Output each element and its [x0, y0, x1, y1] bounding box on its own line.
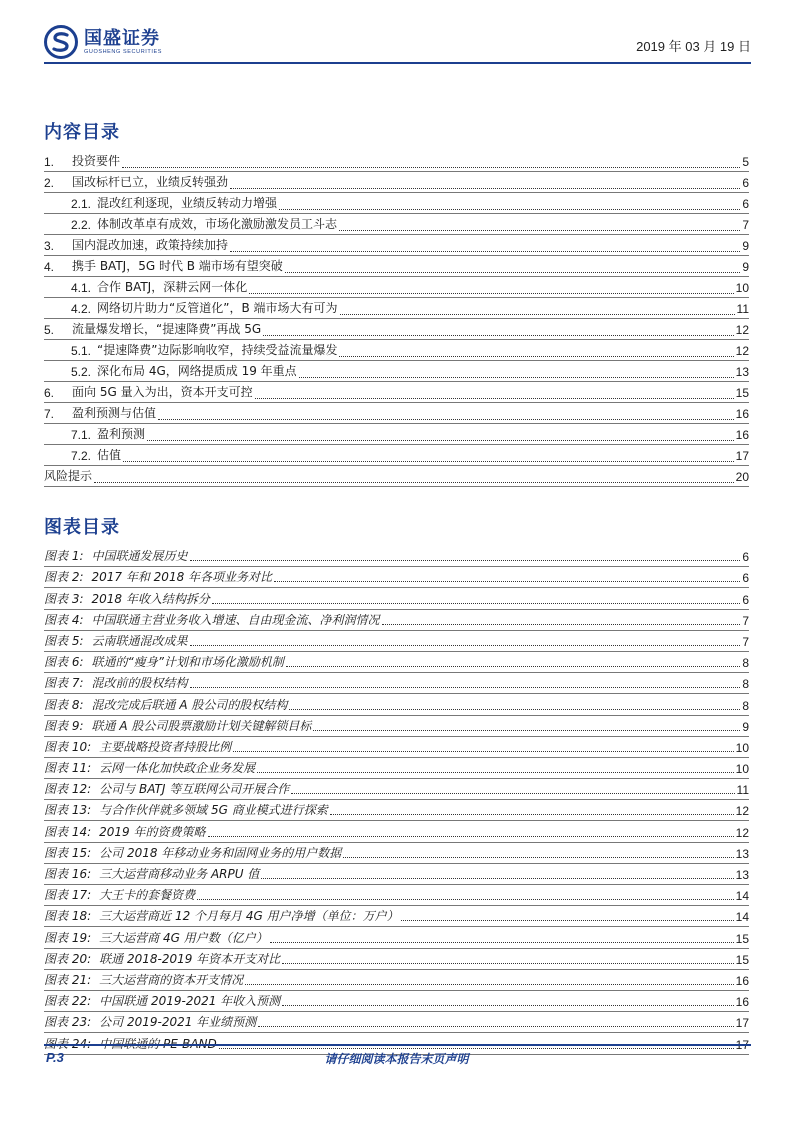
- figure-entry-label: 图表 12:: [44, 782, 92, 797]
- logo-english-name: GUOSHENG SECURITIES: [84, 48, 163, 55]
- figure-entry-label: 图表 20:: [44, 951, 92, 966]
- figure-entry[interactable]: [44, 906, 749, 927]
- figure-entry-label: 图表 13:: [44, 803, 92, 818]
- toc-entry-number: 4.2.: [71, 302, 92, 316]
- toc-entry-text: 盈利预测与估值: [72, 406, 157, 420]
- figure-entry-page: 13: [735, 846, 749, 861]
- figure-entry[interactable]: [44, 758, 749, 779]
- toc-entry-page: 7: [742, 218, 749, 232]
- figure-entry-label: 图表 19:: [44, 930, 92, 945]
- toc-entry-number: 5.2.: [71, 365, 92, 379]
- dot-leader: [190, 560, 741, 561]
- figure-entry-label: 图表 24:: [44, 1036, 92, 1051]
- dot-leader: [261, 878, 733, 879]
- toc-entry-number: 3.: [44, 239, 55, 253]
- figure-entry[interactable]: [44, 927, 749, 948]
- figure-entry-text: 公司与 BATJ 等互联网公司开展合作: [99, 782, 290, 797]
- toc-entry-page: 6: [742, 176, 749, 190]
- page-number: P.3: [46, 1050, 64, 1065]
- toc-entry[interactable]: [44, 424, 749, 445]
- figure-entry-label: 图表 21:: [44, 972, 92, 987]
- figure-entry-page: 8: [742, 656, 749, 671]
- figure-entry-page: 7: [742, 634, 749, 649]
- report-date: 2019 年 03 月 19 日: [636, 39, 751, 54]
- toc-entry-page: 16: [735, 428, 749, 442]
- figure-entry-page: 16: [735, 973, 749, 988]
- toc-entry-page: 9: [742, 239, 749, 253]
- dot-leader: [190, 645, 741, 646]
- toc-entry-number: 1.: [44, 155, 55, 169]
- figure-entry-label: 图表 7:: [44, 676, 84, 691]
- figure-entry-text: 中国联通的 PE-BAND: [99, 1036, 217, 1051]
- figure-entry[interactable]: [44, 864, 749, 885]
- dot-leader: [190, 687, 741, 688]
- figure-entry-label: 图表 23:: [44, 1015, 92, 1030]
- figure-entry-page: 12: [735, 804, 749, 819]
- figure-entry-page: 6: [742, 550, 749, 565]
- toc-entry-text: 面向 5G 量入为出，资本开支可控: [72, 385, 253, 399]
- toc-list: [44, 151, 749, 487]
- toc-entry-page: 17: [735, 449, 749, 463]
- figure-entry-label: 图表 18:: [44, 909, 92, 924]
- dot-leader: [219, 1048, 734, 1049]
- figure-entry[interactable]: [44, 970, 749, 991]
- figure-entry-label: 图表 17:: [44, 888, 92, 903]
- figure-entry-text: 2017 年和 2018 年各项业务对比: [91, 570, 273, 585]
- figure-entry-page: 12: [735, 825, 749, 840]
- toc-entry-text: 国改标杆已立，业绩反转强劲: [72, 175, 229, 189]
- disclaimer-note: 请仔细阅读本报告末页声明: [324, 1052, 469, 1066]
- figure-entry-text: 公司 2018 年移动业务和固网业务的用户数据: [99, 845, 342, 860]
- figure-entry-page: 10: [735, 740, 749, 755]
- dot-leader: [313, 730, 740, 731]
- figure-entry-page: 7: [742, 613, 749, 628]
- dot-leader: [282, 1005, 733, 1006]
- toc-entry[interactable]: [44, 277, 749, 298]
- dot-leader: [382, 624, 741, 625]
- figure-entry[interactable]: [44, 949, 749, 970]
- figure-entry[interactable]: [44, 567, 749, 588]
- page-header: [44, 24, 751, 60]
- toc-entry-page: 5: [742, 155, 749, 169]
- guosheng-logo-icon: [44, 25, 78, 59]
- toc-entry[interactable]: [44, 340, 749, 361]
- dot-leader: [255, 396, 734, 399]
- toc-entry-page: 10: [735, 281, 749, 295]
- dot-leader: [212, 603, 740, 604]
- figure-entry[interactable]: [44, 779, 749, 800]
- dot-leader: [270, 942, 734, 943]
- toc-entry-page: 13: [735, 365, 749, 379]
- toc-entry-page: 11: [736, 302, 749, 316]
- toc-entry[interactable]: [44, 403, 749, 424]
- figure-entry-label: 图表 5:: [44, 633, 84, 648]
- toc-entry[interactable]: [44, 445, 749, 466]
- toc-entry-text: 投资要件: [72, 154, 121, 168]
- figure-entry-text: 联通的“瘦身”计划和市场化激励机制: [91, 655, 284, 670]
- dot-leader: [279, 207, 740, 210]
- figure-entry-text: 大王卡的套餐资费: [99, 888, 196, 903]
- dot-leader: [147, 438, 734, 441]
- figure-entry[interactable]: [44, 716, 749, 737]
- toc-entry-text: 估值: [97, 448, 122, 462]
- dot-leader: [286, 666, 740, 667]
- figure-entry[interactable]: [44, 800, 749, 821]
- dot-leader: [401, 920, 734, 921]
- toc-entry[interactable]: [44, 151, 749, 172]
- dot-leader: [122, 165, 740, 168]
- figure-entry[interactable]: [44, 631, 749, 652]
- figure-entry-text: 云南联通混改成果: [91, 633, 188, 648]
- dot-leader: [230, 249, 740, 252]
- dot-leader: [208, 836, 734, 837]
- figure-entry-text: 云网一体化加快政企业务发展: [99, 761, 256, 776]
- figure-entry[interactable]: [44, 737, 749, 758]
- figure-entry-page: 13: [735, 868, 749, 882]
- toc-entry-page: 15: [735, 386, 749, 400]
- toc-entry-number: 6.: [44, 386, 55, 400]
- toc-entry[interactable]: [44, 193, 749, 214]
- figure-entry[interactable]: [44, 546, 749, 567]
- toc-entry[interactable]: [44, 319, 749, 340]
- company-logo: [44, 24, 162, 60]
- header-divider: [44, 62, 751, 64]
- toc-entry[interactable]: [44, 298, 749, 319]
- figure-entry-page: 8: [742, 677, 749, 692]
- figure-entry[interactable]: [44, 588, 749, 609]
- figure-entry-text: 公司 2019-2021 年业绩预测: [99, 1015, 257, 1030]
- dot-leader: [123, 459, 734, 462]
- figure-entry-text: 中国联通发展历史: [91, 549, 188, 564]
- toc-entry[interactable]: [44, 172, 749, 193]
- figure-entry-label: 图表 10:: [44, 739, 92, 754]
- figure-entry-label: 图表 14:: [44, 824, 92, 839]
- toc-entry-text: 网络切片助力“反管道化”，B 端市场大有可为: [97, 301, 338, 315]
- figure-entry-label: 图表 9:: [44, 718, 84, 733]
- figure-entry-page: 17: [735, 1016, 749, 1031]
- toc-entry-text: 流量爆发增长，“提速降费”再战 5G: [72, 322, 262, 336]
- figure-entry[interactable]: [44, 610, 749, 631]
- figure-entry-text: 2019 年的资费策略: [99, 824, 206, 839]
- dot-leader: [289, 709, 740, 710]
- figure-entry-page: 9: [742, 719, 749, 734]
- figure-entry-page: 17: [735, 1037, 749, 1052]
- figure-entry-text: 混改完成后联通 A 股公司的股权结构: [91, 697, 288, 712]
- figure-entry[interactable]: [44, 821, 749, 842]
- footer-divider: [44, 1044, 751, 1046]
- toc-entry-text: 混改红利逐现，业绩反转动力增强: [97, 196, 278, 210]
- figure-entry-text: 联通 2018-2019 年资本开支对比: [99, 951, 281, 966]
- toc-entry-number: 2.2.: [71, 218, 92, 232]
- figure-entry-text: 联通 A 股公司股票激励计划关键解锁目标: [91, 718, 312, 733]
- dot-leader: [330, 814, 734, 815]
- toc-entry-text: 盈利预测: [97, 427, 146, 441]
- figure-entry[interactable]: [44, 1012, 749, 1033]
- toc-entry-number: 2.: [44, 176, 55, 190]
- toc-entry[interactable]: [44, 361, 749, 382]
- dot-leader: [285, 270, 741, 273]
- toc-entry-text: 深化布局 4G，网络提质成 19 年重点: [97, 364, 297, 378]
- figure-entry[interactable]: [44, 673, 749, 694]
- figures-title: 图表目录: [44, 517, 120, 538]
- figure-entry-text: 中国联通主营业务收入增速、自由现金流、净利润情况: [91, 612, 380, 627]
- dot-leader: [94, 480, 734, 483]
- toc-entry-number: 5.1.: [71, 344, 92, 358]
- figure-entry-page: 6: [742, 592, 749, 607]
- figure-entry-label: 图表 6:: [44, 655, 84, 670]
- toc-entry-number: 7.2.: [71, 449, 92, 463]
- figure-entry-text: 三大运营商 4G 用户数（亿户）: [99, 930, 268, 945]
- figure-entry-label: 图表 16:: [44, 867, 92, 881]
- figure-entry-label: 图表 2:: [44, 570, 84, 585]
- toc-entry-page: 12: [735, 323, 749, 337]
- dot-leader: [274, 581, 740, 582]
- figure-entry[interactable]: [44, 843, 749, 864]
- figure-entry[interactable]: [44, 694, 749, 715]
- figure-entry-label: 图表 4:: [44, 612, 84, 627]
- dot-leader: [282, 963, 733, 964]
- figure-entry[interactable]: [44, 652, 749, 673]
- dot-leader: [257, 772, 733, 773]
- toc-entry-number: 4.: [44, 260, 55, 274]
- toc-entry-number: 7.: [44, 407, 55, 421]
- toc-entry-number: 2.1.: [71, 197, 92, 211]
- dot-leader: [263, 333, 733, 336]
- toc-entry-text: 合作 BATJ，深耕云网一体化: [97, 280, 248, 294]
- figure-entry-text: 三大运营商的资本开支情况: [99, 972, 244, 987]
- dot-leader: [339, 228, 740, 231]
- dot-leader: [230, 186, 740, 189]
- figure-entry-page: 15: [735, 952, 749, 967]
- dot-leader: [339, 354, 733, 357]
- toc-entry-page: 12: [735, 344, 749, 358]
- figure-entry-page: 11: [736, 783, 749, 798]
- figure-entry-text: 混改前的股权结构: [91, 676, 188, 691]
- dot-leader: [340, 312, 735, 315]
- toc-entry-number: 7.1.: [71, 428, 92, 442]
- toc-entry-text: “提速降费”边际影响收窄，持续受益流量爆发: [97, 343, 338, 357]
- figures-list: [44, 546, 749, 1055]
- toc-entry[interactable]: [44, 214, 749, 235]
- dot-leader: [299, 375, 734, 378]
- toc-entry[interactable]: [44, 235, 749, 256]
- figure-entry-page: 8: [742, 698, 749, 713]
- toc-entry-number: 5.: [44, 323, 55, 337]
- figure-entry-label: 图表 11:: [44, 761, 92, 776]
- toc-entry-text: 国内混改加速，政策持续加持: [72, 238, 229, 252]
- dot-leader: [343, 857, 733, 858]
- figure-entry-text: 三大运营商移动业务 ARPU 值: [99, 867, 260, 881]
- toc-entry-page: 16: [735, 407, 749, 421]
- toc-entry-text: 风险提示: [44, 469, 93, 483]
- figure-entry-text: 中国联通 2019-2021 年收入预测: [99, 994, 281, 1009]
- figure-entry[interactable]: [44, 885, 749, 906]
- figure-entry-page: 16: [735, 995, 749, 1010]
- dot-leader: [197, 899, 733, 900]
- dot-leader: [233, 751, 733, 752]
- figure-entry-label: 图表 22:: [44, 994, 92, 1009]
- dot-leader: [249, 291, 733, 294]
- figure-entry-label: 图表 8:: [44, 697, 84, 712]
- figure-entry-label: 图表 1:: [44, 549, 84, 564]
- toc-entry-text: 携手 BATJ，5G 时代 B 端市场有望突破: [72, 259, 283, 273]
- toc-entry[interactable]: [44, 256, 749, 277]
- figure-entry-label: 图表 15:: [44, 845, 92, 860]
- toc-entry-page: 6: [742, 197, 749, 211]
- dot-leader: [258, 1026, 733, 1027]
- dot-leader: [291, 793, 734, 794]
- toc-entry[interactable]: [44, 382, 749, 403]
- figure-entry-text: 主要战略投资者持股比例: [99, 739, 232, 754]
- figure-entry-page: 10: [735, 762, 749, 777]
- figure-entry-page: 6: [742, 571, 749, 586]
- figure-entry-text: 2018 年收入结构拆分: [91, 591, 210, 606]
- figure-entry-label: 图表 3:: [44, 591, 84, 606]
- toc-entry-page: 20: [735, 470, 749, 484]
- toc-entry-page: 9: [742, 260, 749, 274]
- toc-entry-text: 体制改革卓有成效，市场化激励激发员工斗志: [97, 217, 338, 231]
- logo-chinese-name: 国盛证券: [84, 27, 160, 49]
- figure-entry-page: 15: [735, 931, 749, 946]
- dot-leader: [158, 417, 734, 420]
- figure-entry-text: 与合作伙伴就多领域 5G 商业模式进行探索: [99, 803, 328, 818]
- figure-entry-page: 14: [735, 910, 749, 925]
- toc-title: 内容目录: [44, 122, 120, 143]
- toc-entry[interactable]: [44, 466, 749, 487]
- toc-entry-number: 4.1.: [71, 281, 92, 295]
- figure-entry[interactable]: [44, 991, 749, 1012]
- figure-entry-text: 三大运营商近 12 个月每月 4G 用户净增（单位：万户）: [99, 909, 399, 924]
- figure-entry-page: 14: [735, 889, 749, 904]
- dot-leader: [245, 984, 733, 985]
